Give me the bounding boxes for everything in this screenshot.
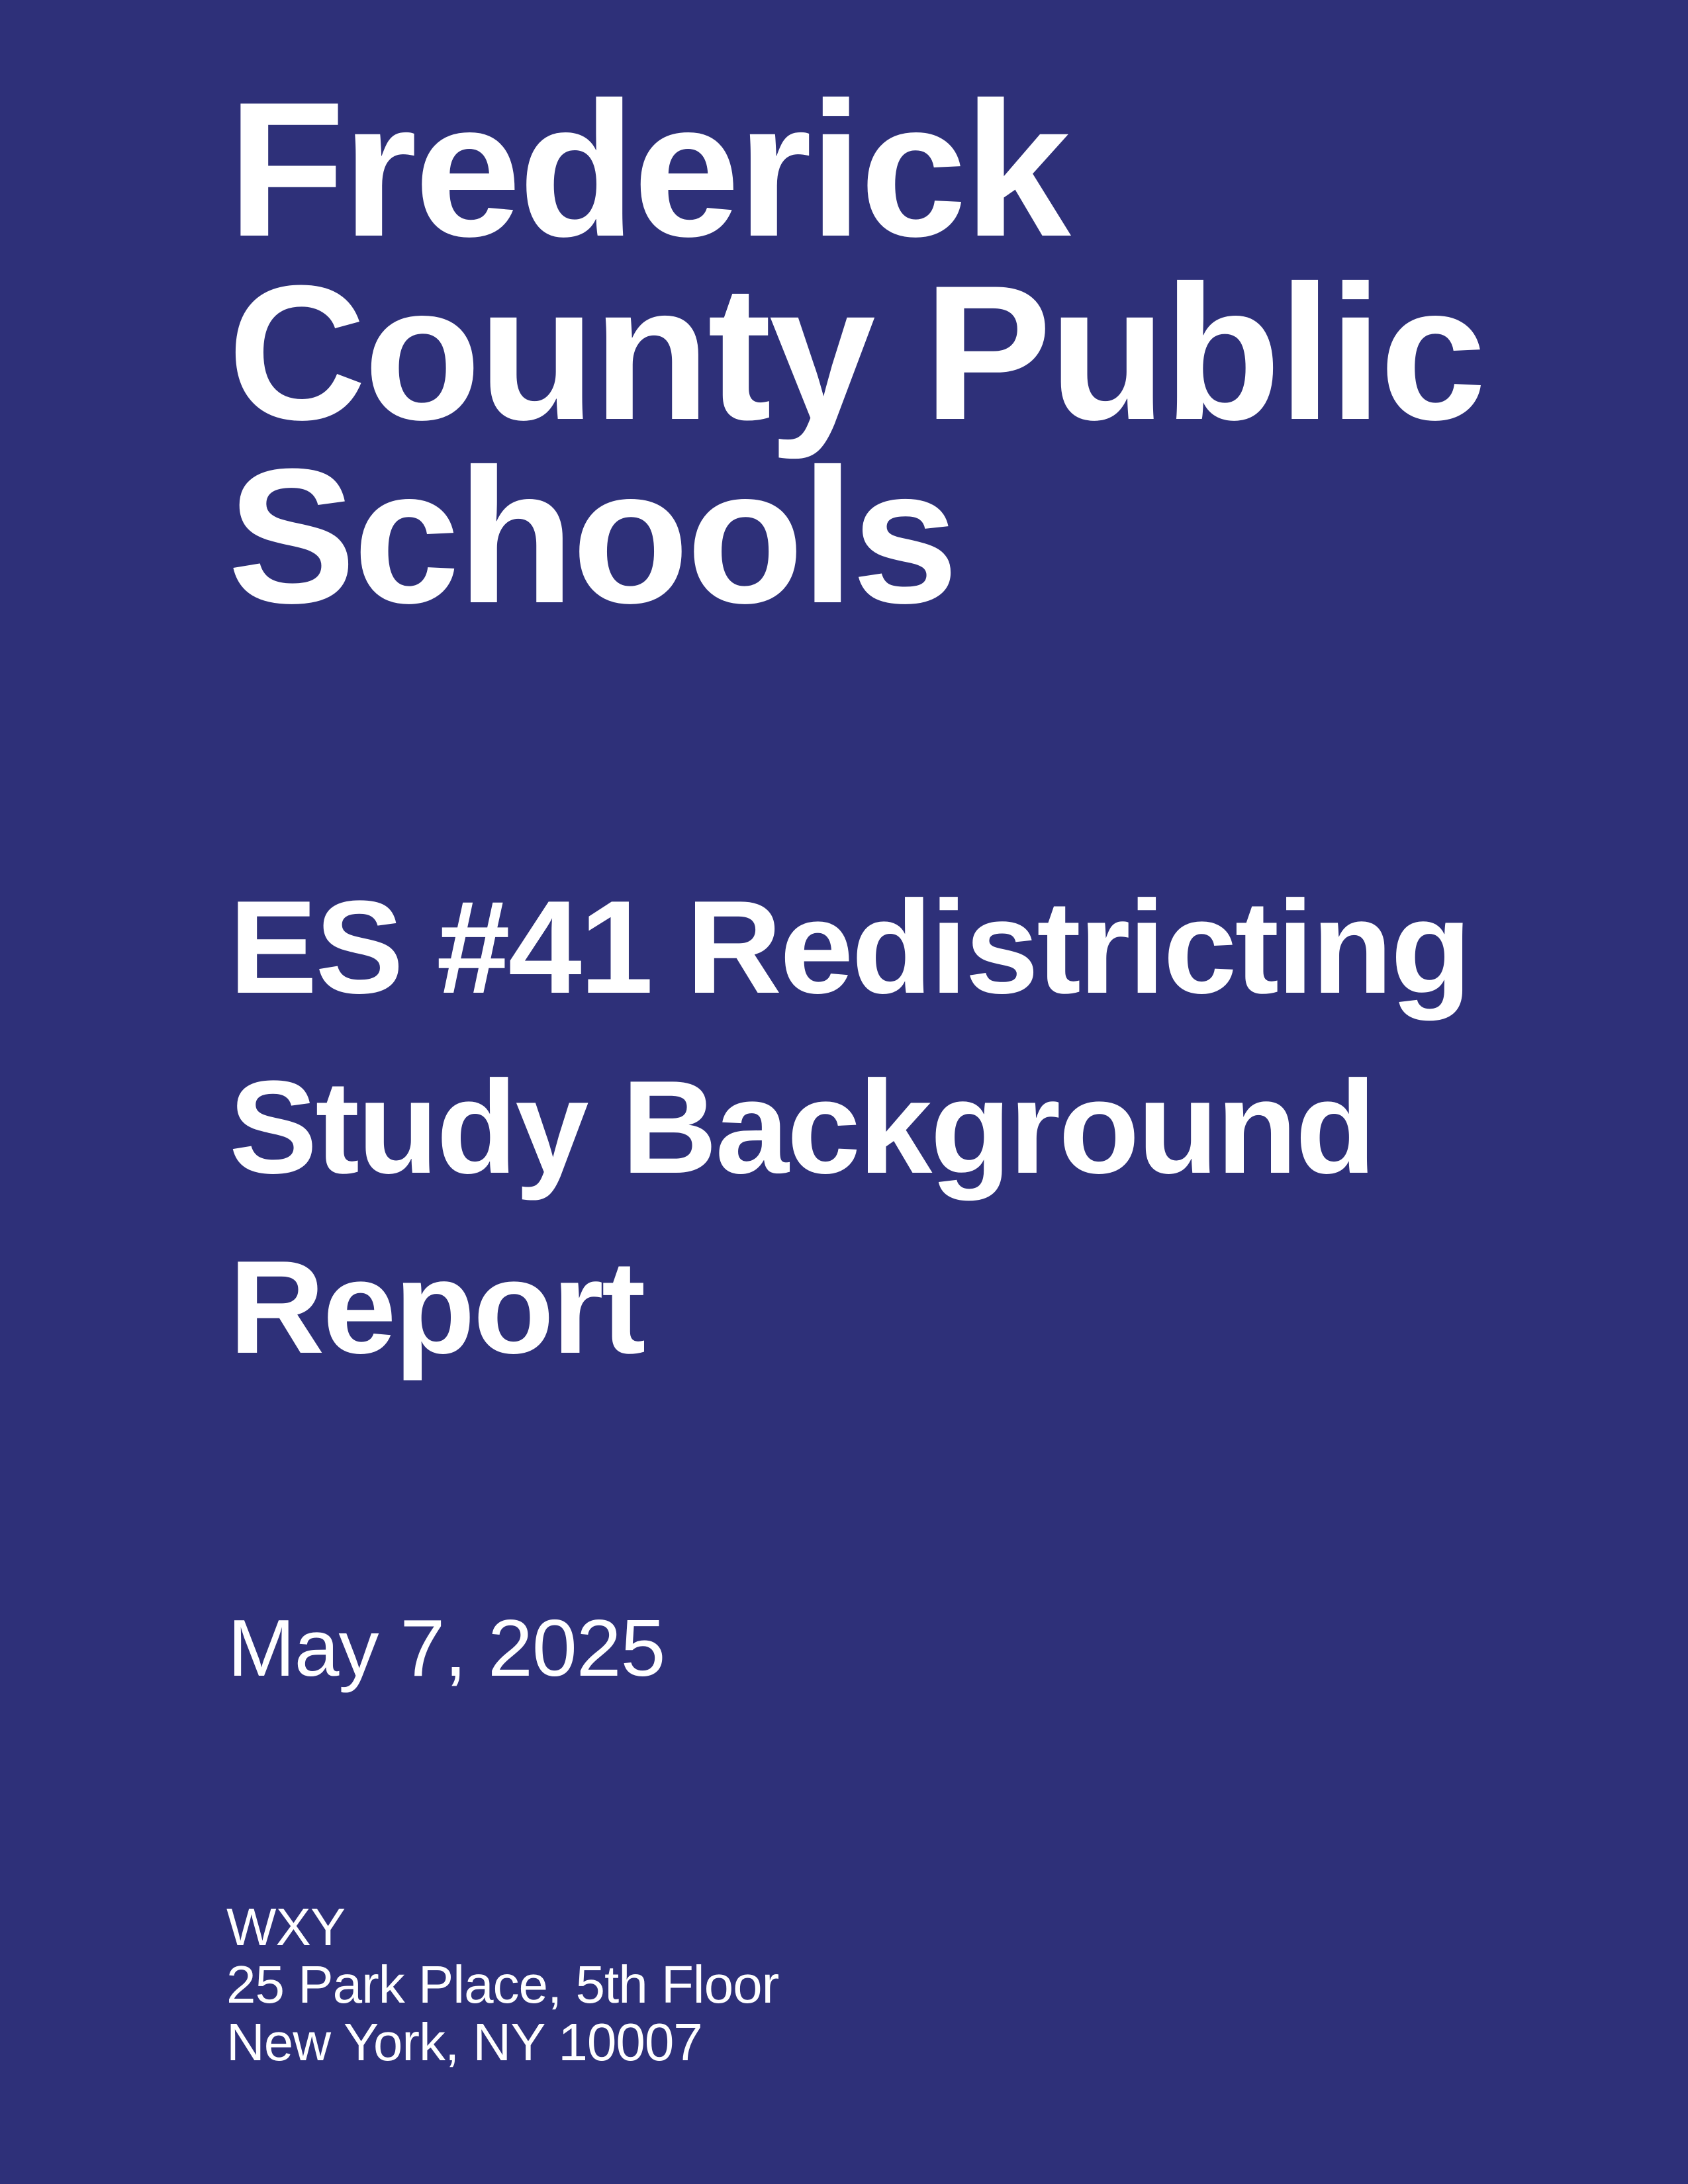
report-title-line-1: ES #41 Redistricting [229,874,1470,1021]
author-name: WXY [226,1897,346,1956]
author-address-block [226,1898,778,2071]
report-date: May 7, 2025 [228,1603,665,1693]
author-address-line-1: 25 Park Place, 5th Floor [226,1955,779,2014]
organization-title-line-2: County Public [228,246,1484,460]
report-title [229,858,1470,1398]
report-title-line-2: Study Background [229,1054,1374,1201]
organization-title [228,62,1484,643]
organization-title-line-3: Schools [228,429,956,643]
organization-title-line-1: Frederick [228,62,1068,277]
report-title-line-3: Report [229,1234,644,1381]
author-address-line-2: New York, NY 10007 [226,2013,702,2071]
